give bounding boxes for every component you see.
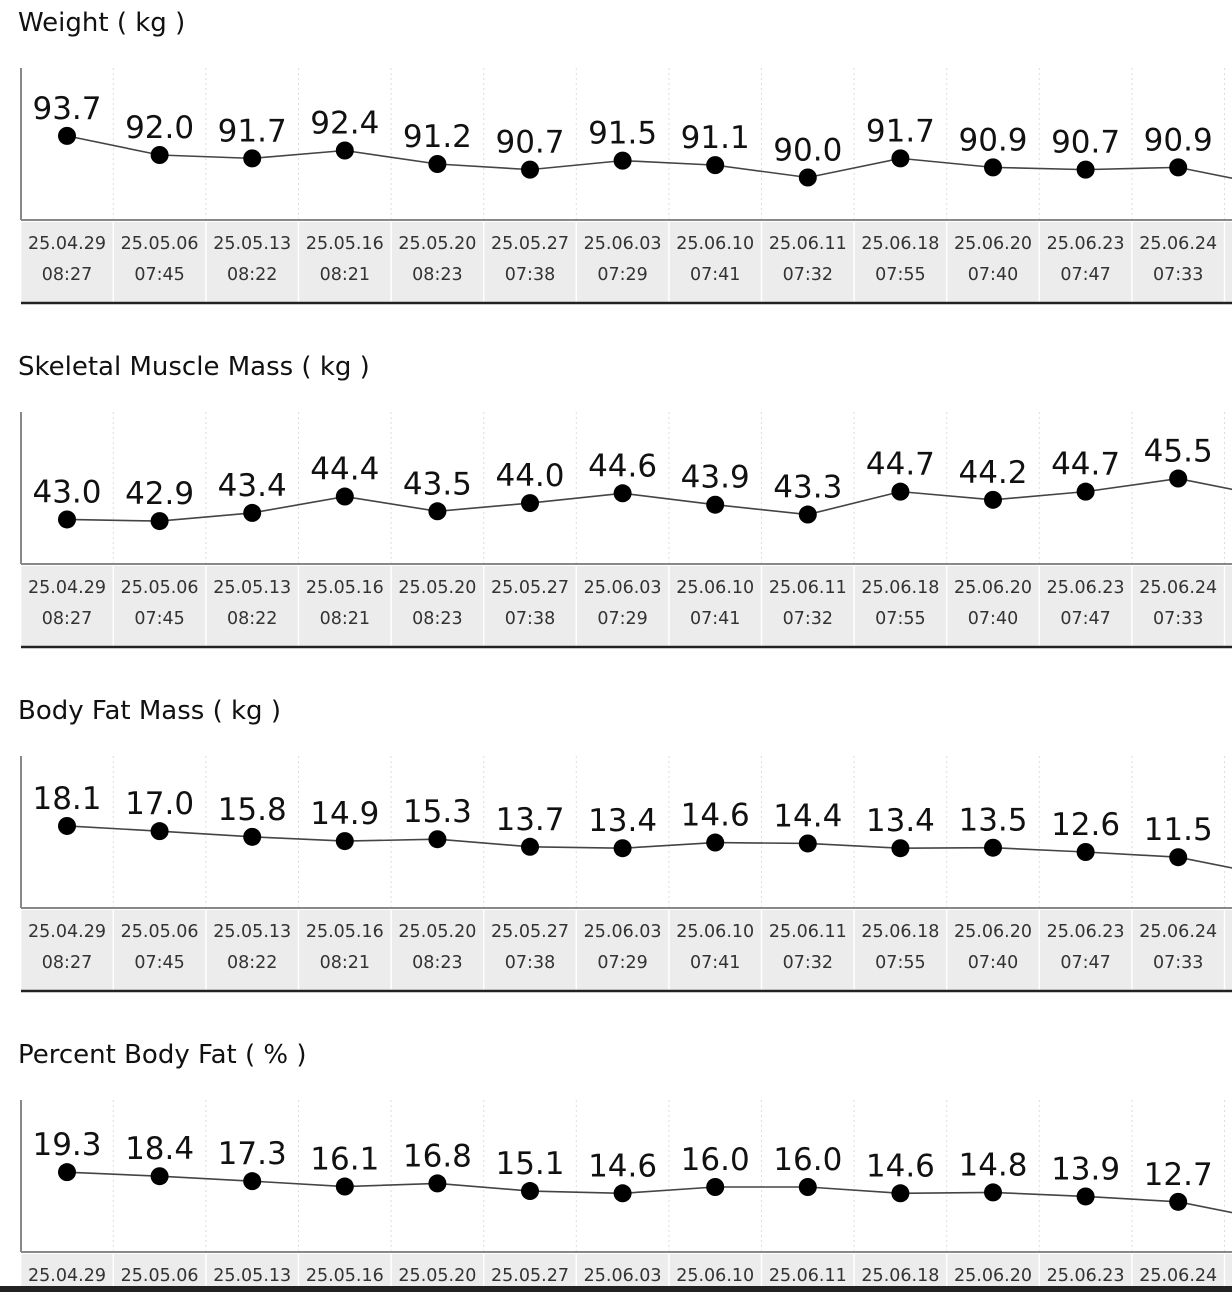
x-tick-date: 25.05.20: [398, 922, 477, 942]
x-tick-date: 25.06.10: [676, 922, 755, 942]
data-point: [799, 1178, 817, 1196]
body-fat-mass-chart-section: [0, 688, 1232, 1032]
x-tick-date: 25.05.27: [491, 1266, 569, 1286]
data-label: 14.6: [680, 797, 750, 834]
data-point: [1077, 161, 1095, 179]
x-tick-date: 25.06.18: [861, 234, 940, 254]
x-tick-date: 25.06.10: [676, 1266, 755, 1286]
x-tick-time: 07:29: [597, 609, 648, 629]
x-tick-date: 25.06.20: [954, 578, 1032, 598]
data-label: 91.1: [680, 120, 750, 157]
x-tick-date: 25.05.13: [213, 578, 292, 598]
data-label: 13.4: [865, 803, 935, 840]
data-point: [58, 510, 76, 528]
x-tick-date: 25.06.10: [676, 234, 755, 254]
data-point: [799, 834, 817, 852]
data-point: [891, 1184, 909, 1202]
x-tick-time: 07:47: [1060, 953, 1111, 973]
chart-title: Weight ( kg ): [18, 8, 186, 38]
data-label: 14.8: [958, 1147, 1028, 1184]
data-label: 43.9: [680, 459, 750, 496]
data-point: [799, 506, 817, 524]
x-tick-date: 25.06.23: [1046, 578, 1125, 598]
data-point: [706, 496, 724, 514]
data-label: 15.1: [495, 1146, 565, 1183]
x-tick-time: 07:45: [134, 609, 185, 629]
x-tick-date: 25.05.20: [398, 234, 477, 254]
data-point: [336, 142, 354, 160]
x-tick-date: 25.05.27: [491, 922, 569, 942]
data-label: 13.5: [958, 802, 1028, 839]
data-point: [151, 1167, 169, 1185]
x-tick-time: 07:47: [1060, 265, 1111, 285]
data-point: [614, 484, 632, 502]
x-tick-date: 25.05.27: [491, 234, 569, 254]
x-tick-date: 25.06.24: [1139, 234, 1218, 254]
x-tick-date: 25.06.11: [768, 922, 847, 942]
x-tick-date: 25.05.06: [120, 578, 199, 598]
data-point: [1169, 158, 1187, 176]
data-point: [614, 1184, 632, 1202]
x-tick-time: 07:40: [967, 265, 1019, 285]
x-tick-date: 25.06.20: [954, 1266, 1032, 1286]
data-point: [243, 1172, 261, 1190]
x-tick-time: 07:40: [967, 953, 1019, 973]
data-label: 14.4: [773, 798, 843, 835]
bottom-edge-bar: [0, 1286, 1232, 1292]
x-tick-time: 07:38: [504, 953, 556, 973]
weight-chart: [0, 0, 1232, 344]
data-label: 13.7: [495, 801, 565, 838]
x-tick-time: 08:27: [41, 609, 93, 629]
data-label: 14.6: [865, 1148, 935, 1185]
x-tick-date: 25.05.13: [213, 922, 292, 942]
data-point: [891, 483, 909, 501]
x-tick-date: 25.04.29: [28, 578, 106, 598]
data-label: 44.2: [958, 454, 1028, 491]
data-point: [243, 504, 261, 522]
x-tick-date: 25.06.20: [954, 922, 1032, 942]
data-label: 93.7: [32, 90, 102, 127]
data-point: [151, 146, 169, 164]
data-point: [799, 169, 817, 187]
data-label: 15.8: [217, 791, 287, 828]
data-point: [243, 149, 261, 167]
x-tick-date: 25.06.03: [583, 234, 662, 254]
x-tick-date: 25.05.06: [120, 1266, 199, 1286]
data-point: [1077, 483, 1095, 501]
data-point: [428, 1174, 446, 1192]
x-tick-time: 07:55: [875, 953, 926, 973]
skeletal-muscle-chart-section: [0, 344, 1232, 688]
x-tick-date: 25.05.16: [305, 578, 384, 598]
x-tick-time: 08:22: [226, 265, 278, 285]
x-tick-time: 07:45: [134, 953, 185, 973]
data-label: 14.6: [588, 1148, 658, 1185]
x-tick-date: 25.06.11: [768, 1266, 847, 1286]
x-tick-date: 25.06.24: [1139, 578, 1218, 598]
data-label: 91.5: [588, 115, 658, 152]
x-tick-time: 07:33: [1152, 953, 1204, 973]
data-label: 43.4: [217, 467, 287, 504]
x-tick-time: 07:38: [504, 609, 556, 629]
x-tick-time: 07:29: [597, 953, 648, 973]
data-point: [984, 158, 1002, 176]
data-label: 44.4: [310, 451, 380, 488]
data-point: [428, 830, 446, 848]
data-point: [336, 1178, 354, 1196]
x-tick-date: 25.06.03: [583, 922, 662, 942]
x-tick-date: 25.06.23: [1046, 1266, 1125, 1286]
x-tick-time: 08:23: [412, 609, 463, 629]
weight-chart-section: [0, 0, 1232, 344]
data-label: 18.4: [125, 1131, 195, 1168]
x-tick-date: 25.05.20: [398, 578, 477, 598]
data-point: [336, 488, 354, 506]
data-point: [521, 494, 539, 512]
data-label: 17.3: [217, 1136, 287, 1173]
data-label: 16.1: [310, 1141, 380, 1178]
x-tick-date: 25.05.06: [120, 234, 199, 254]
x-tick-date: 25.05.16: [305, 234, 384, 254]
data-label: 13.4: [588, 803, 658, 840]
data-label: 43.5: [402, 466, 472, 503]
x-tick-date: 25.06.20: [954, 234, 1032, 254]
data-label: 44.0: [495, 458, 565, 495]
x-tick-date: 25.06.03: [583, 1266, 662, 1286]
data-label: 91.7: [865, 113, 935, 150]
data-label: 92.4: [310, 105, 380, 142]
data-point: [336, 832, 354, 850]
x-tick-date: 25.06.11: [768, 578, 847, 598]
data-label: 42.9: [125, 476, 195, 513]
chart-title: Skeletal Muscle Mass ( kg ): [18, 352, 370, 382]
data-point: [984, 1183, 1002, 1201]
data-point: [706, 834, 724, 852]
x-tick-date: 25.05.13: [213, 234, 292, 254]
x-tick-date: 25.04.29: [28, 922, 106, 942]
data-point: [1169, 1193, 1187, 1211]
x-tick-time: 07:55: [875, 265, 926, 285]
chart-title: Percent Body Fat ( % ): [18, 1040, 307, 1070]
data-point: [984, 839, 1002, 857]
data-point: [428, 502, 446, 520]
x-tick-time: 07:55: [875, 609, 926, 629]
data-label: 91.7: [217, 113, 287, 150]
x-tick-date: 25.06.18: [861, 1266, 940, 1286]
x-tick-date: 25.06.18: [861, 578, 940, 598]
x-tick-date: 25.05.16: [305, 1266, 384, 1286]
x-tick-time: 08:21: [319, 953, 371, 973]
x-tick-date: 25.05.13: [213, 1266, 292, 1286]
data-label: 44.6: [588, 448, 658, 485]
x-tick-time: 08:22: [226, 953, 278, 973]
x-tick-time: 08:21: [319, 609, 371, 629]
data-label: 43.0: [32, 474, 102, 511]
data-label: 91.2: [402, 119, 472, 155]
data-point: [243, 828, 261, 846]
x-tick-time: 08:27: [41, 953, 93, 973]
data-label: 90.9: [1143, 122, 1213, 159]
data-point: [428, 155, 446, 173]
data-label: 16.0: [680, 1142, 750, 1178]
data-point: [891, 149, 909, 167]
x-tick-time: 07:33: [1152, 609, 1204, 629]
data-point: [614, 152, 632, 170]
x-tick-date: 25.05.06: [120, 922, 199, 942]
skeletal-muscle-chart: [0, 344, 1232, 688]
x-tick-time: 07:29: [597, 265, 648, 285]
data-label: 90.7: [495, 124, 565, 161]
x-tick-time: 07:41: [689, 953, 741, 973]
x-tick-time: 07:41: [689, 609, 741, 629]
data-point: [58, 1163, 76, 1181]
x-tick-date: 25.05.16: [305, 922, 384, 942]
x-tick-date: 25.05.27: [491, 578, 569, 598]
data-point: [521, 161, 539, 179]
x-tick-date: 25.04.29: [28, 1266, 106, 1286]
percent-body-fat-chart-section: [0, 1032, 1232, 1292]
data-label: 12.6: [1051, 807, 1121, 843]
data-label: 45.5: [1143, 433, 1213, 470]
x-tick-time: 07:40: [967, 609, 1019, 629]
data-label: 11.5: [1143, 812, 1213, 849]
chart-title: Body Fat Mass ( kg ): [18, 696, 281, 726]
x-tick-date: 25.06.18: [861, 922, 940, 942]
x-tick-date: 25.06.24: [1139, 1266, 1218, 1286]
x-tick-time: 07:32: [782, 953, 834, 973]
data-label: 19.3: [32, 1127, 102, 1164]
data-label: 43.3: [773, 469, 843, 506]
x-tick-time: 07:47: [1060, 609, 1111, 629]
x-tick-time: 07:32: [782, 609, 834, 629]
percent-body-fat-chart: [0, 1032, 1232, 1292]
data-point: [1169, 470, 1187, 488]
body-fat-mass-chart: [0, 688, 1232, 1032]
x-tick-date: 25.06.03: [583, 578, 662, 598]
x-tick-date: 25.06.23: [1046, 922, 1125, 942]
x-tick-time: 08:21: [319, 265, 371, 285]
x-tick-time: 08:23: [412, 265, 463, 285]
x-tick-date: 25.06.24: [1139, 922, 1218, 942]
data-label: 13.9: [1051, 1151, 1121, 1188]
x-tick-time: 08:23: [412, 953, 463, 973]
data-label: 44.7: [1051, 446, 1121, 483]
x-tick-time: 08:22: [226, 609, 278, 629]
x-tick-date: 25.04.29: [28, 234, 106, 254]
x-tick-time: 07:33: [1152, 265, 1204, 285]
data-label: 16.0: [773, 1142, 843, 1178]
data-label: 90.7: [1051, 124, 1121, 161]
data-label: 90.9: [958, 122, 1028, 159]
data-label: 90.0: [773, 132, 843, 169]
data-point: [891, 839, 909, 857]
x-tick-time: 07:45: [134, 265, 185, 285]
data-point: [706, 156, 724, 174]
data-label: 15.3: [402, 794, 472, 831]
data-point: [521, 1182, 539, 1200]
data-point: [1169, 848, 1187, 866]
data-label: 92.0: [125, 110, 195, 146]
data-point: [521, 838, 539, 856]
data-point: [1077, 1187, 1095, 1205]
data-point: [151, 822, 169, 840]
x-tick-time: 07:41: [689, 265, 741, 285]
data-label: 18.1: [32, 780, 102, 817]
data-point: [614, 839, 632, 857]
data-point: [1077, 843, 1095, 861]
x-tick-time: 07:32: [782, 265, 834, 285]
x-tick-date: 25.06.11: [768, 234, 847, 254]
data-label: 44.7: [865, 446, 935, 483]
data-label: 14.9: [310, 796, 380, 833]
data-point: [151, 512, 169, 530]
x-tick-date: 25.06.23: [1046, 234, 1125, 254]
x-tick-time: 08:27: [41, 265, 93, 285]
x-tick-date: 25.05.20: [398, 1266, 477, 1286]
x-tick-time: 07:38: [504, 265, 556, 285]
data-point: [58, 817, 76, 835]
data-point: [706, 1178, 724, 1196]
data-label: 17.0: [125, 786, 195, 823]
data-point: [984, 491, 1002, 509]
data-label: 16.8: [402, 1138, 472, 1175]
data-point: [58, 127, 76, 145]
data-label: 12.7: [1143, 1156, 1213, 1193]
x-tick-date: 25.06.10: [676, 578, 755, 598]
